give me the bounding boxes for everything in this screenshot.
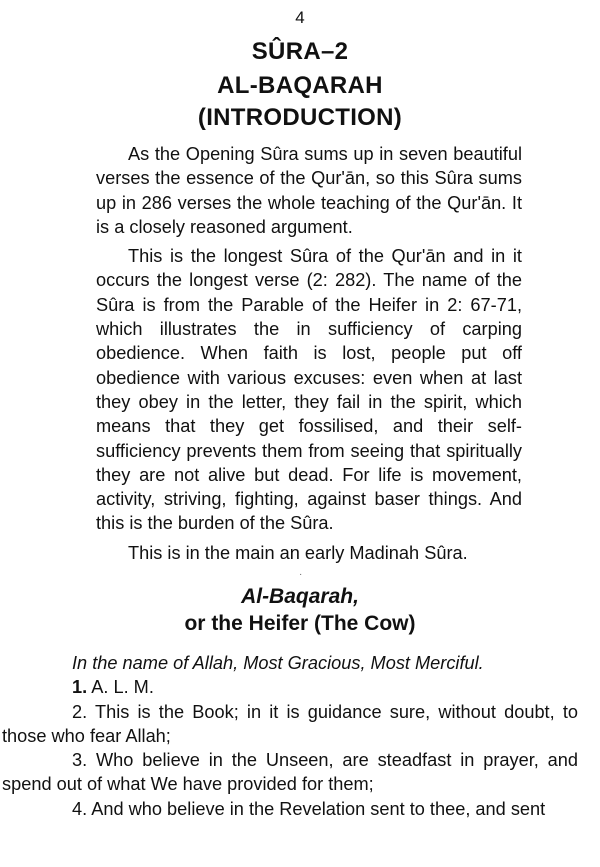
verse-text: Who believe in the Unseen, are steadfast in prayer, and spend out of what We have provided for them; <box>2 750 578 795</box>
verse-1 <box>0 675 578 699</box>
verse-number: 3. <box>72 750 88 771</box>
intro-paragraph-3: This is in the main an early Madinah Sûra. <box>128 542 468 563</box>
verse-text: A. L. M. <box>87 677 154 698</box>
verse-text: This is the Book; in it is guidance sure, without doubt, to those who fear Allah; <box>2 701 578 746</box>
section-title: Al-Baqarah, <box>241 585 359 608</box>
intro-paragraph-2: This is the longest Sûra of the Qur'ān and in it occurs the longest verse (2: 282). The name of the Sûra is from the Parable of the Heifer in 2: 67-71, which illustrates the in sufficiency of carping obedience. When faith is lost, people put off obedience with various excuses: even when at last they obey in the letter, they fail in the spirit, which means that they get fossilised, and their self-sufficiency prevents them from seeing that spiritually they are not alive but dead. For life is movement, activity, striving, fighting, against baser things. And this is the burden of the Sûra. <box>96 246 522 534</box>
verse-3 <box>0 748 578 797</box>
section-subtitle: or the Heifer (The Cow) <box>184 612 416 635</box>
verse-number: 4. <box>72 798 88 819</box>
verse-4 <box>0 797 578 821</box>
verse-number: 1. <box>72 677 88 698</box>
verse-text: And who believe in the Revelation sent to thee, and sent <box>87 798 546 819</box>
sura-name-heading: AL-BAQARAH <box>217 72 383 99</box>
verse-2 <box>0 700 578 749</box>
verses-block <box>0 651 578 821</box>
introduction-heading: (INTRODUCTION) <box>197 104 403 131</box>
introduction-body <box>96 142 522 565</box>
intro-paragraph-1: As the Opening Sûra sums up in seven beautiful verses the essence of the Qur'ān, so this Sûra sums up in 286 verses the whole teaching of the Qur'ān. It is a closely reasoned argument. <box>96 144 522 237</box>
bismillah-line: In the name of Allah, Most Gracious, Most Merciful. <box>72 653 484 673</box>
page-number: 4 <box>295 8 305 27</box>
separator-dot: · <box>299 569 303 580</box>
sura-number-heading: SÛRA–2 <box>251 38 349 65</box>
verse-number: 2. <box>72 701 88 722</box>
